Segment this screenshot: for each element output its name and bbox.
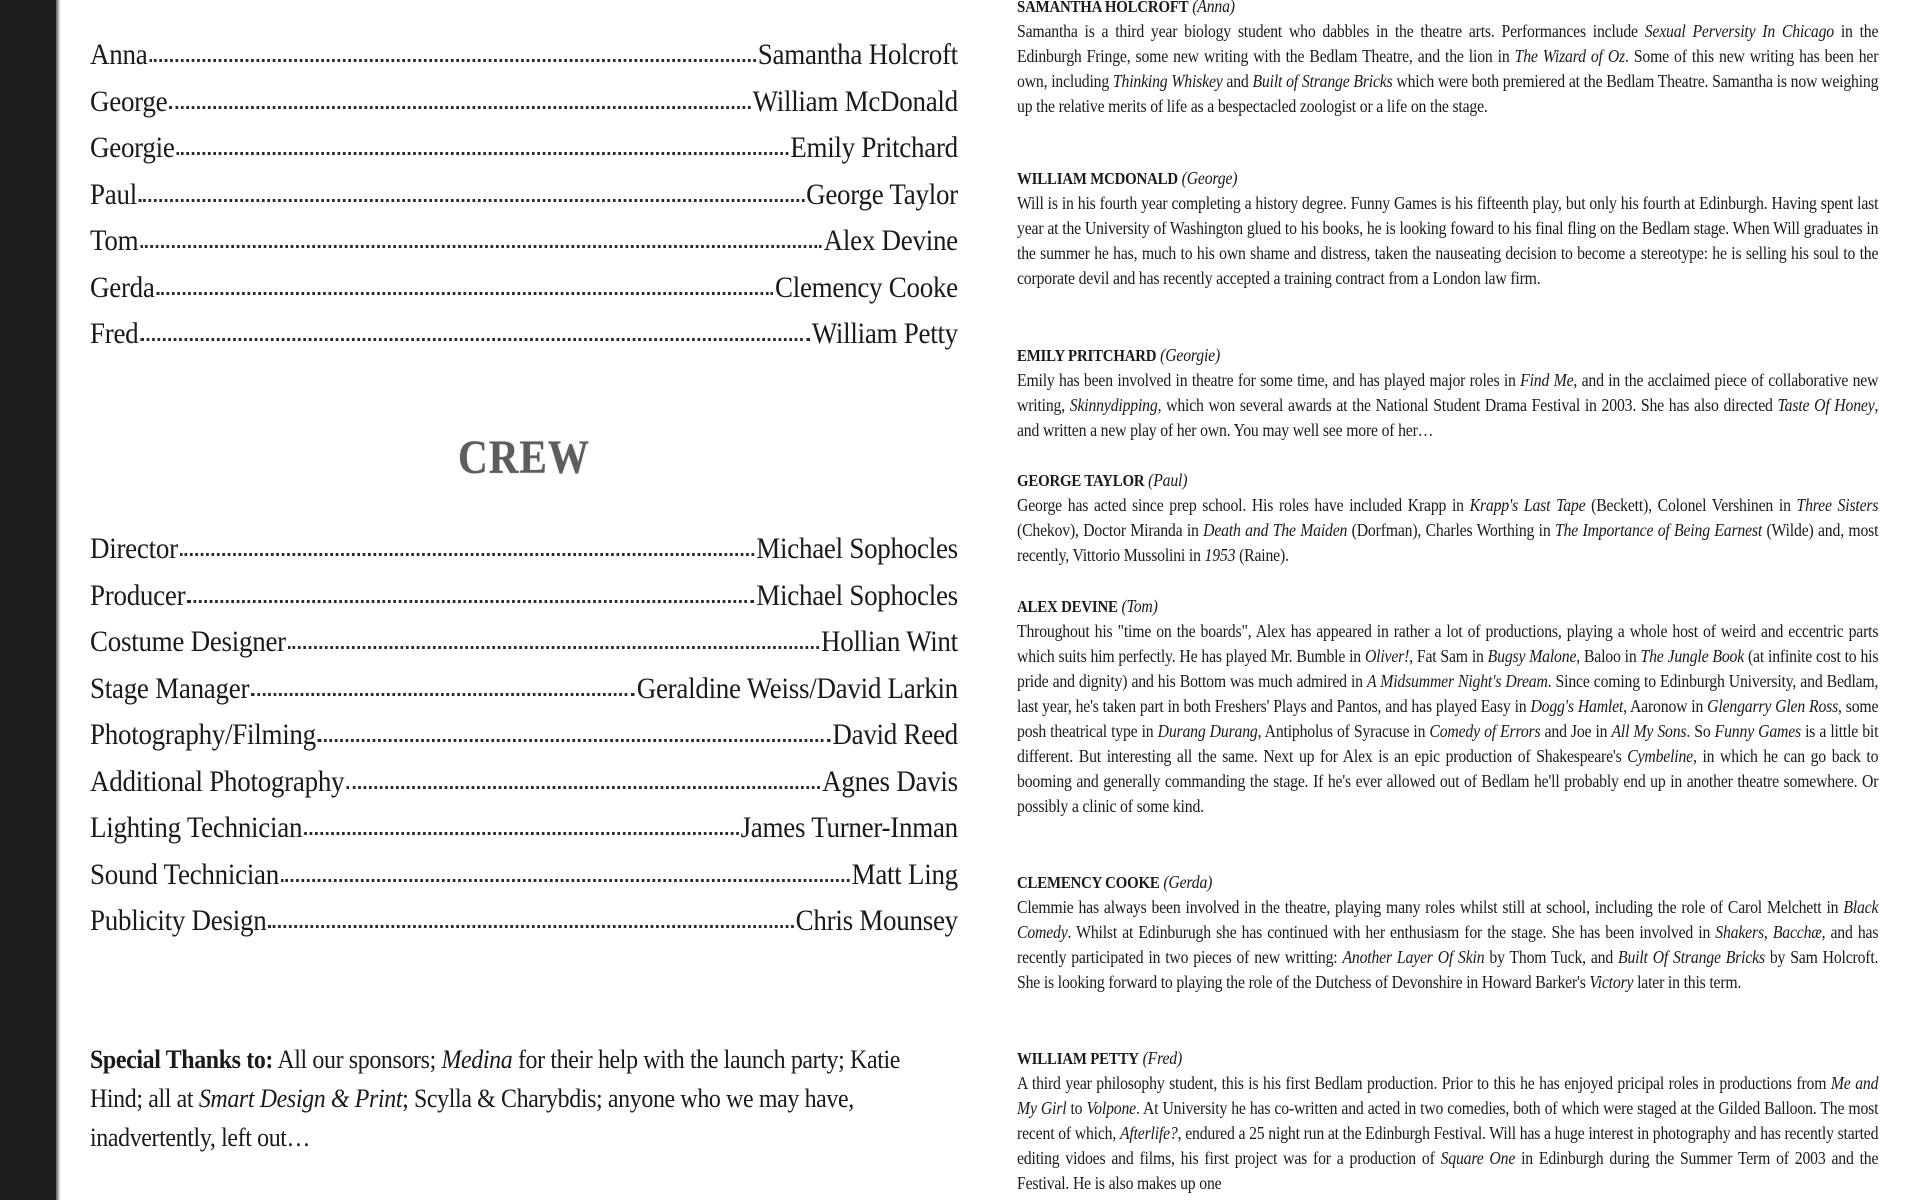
bio-heading: [1017, 594, 1878, 619]
cast-row: [90, 131, 958, 178]
bio-heading: [1017, 166, 1878, 191]
bio-text-run: ,: [1763, 922, 1773, 942]
cast-actor: William McDonald: [752, 84, 958, 118]
bio-title: Me and My Girl: [1017, 1073, 1879, 1118]
dot-leader: [149, 53, 756, 62]
dot-leader: [156, 286, 773, 295]
bio-title: Taste Of Honey: [1777, 395, 1875, 415]
cast-role: Anna: [90, 38, 148, 71]
cast-actor: Alex Devine: [823, 224, 958, 257]
cast-crew-column: [90, 0, 958, 1200]
special-thanks-label: Special Thanks to:: [90, 1045, 274, 1074]
crew-person: Geraldine Weiss/David Larkin: [636, 671, 958, 705]
crew-list: [90, 532, 958, 951]
crew-row: [90, 718, 958, 765]
crew-row: [90, 625, 958, 672]
bio-title: Comedy of Errors: [1429, 721, 1541, 741]
crew-person: Chris Mounsey: [795, 904, 958, 937]
dot-leader: [187, 594, 754, 603]
bio-text-run: , and in the acclaimed piece of collaborative new writing,: [1017, 370, 1879, 415]
bio-text-run: (at infinite cost to his pride and dignity) and his Bottom was much admired in: [1017, 646, 1879, 691]
crew-role: Publicity Design: [90, 904, 267, 937]
cast-row: [90, 317, 958, 364]
bio-title: Krapp's Last Tape: [1469, 495, 1586, 515]
cast-actor: George Taylor: [806, 177, 958, 211]
bio-text-run: (Dorfman), Charles Worthing in: [1347, 520, 1555, 540]
bio-text-run: Clemmie has always been involved in the theatre, playing many roles whilst still at school, including the role of Carol Melchett in: [1017, 897, 1844, 917]
crew-row: [90, 904, 958, 951]
crew-row: [90, 765, 958, 812]
bio-text-run: and: [1222, 71, 1253, 91]
crew-role: Director: [90, 532, 178, 565]
thanks-text-1: All our sponsors;: [273, 1045, 442, 1074]
bio-name: CLEMENCY COOKE: [1017, 873, 1160, 892]
bio-part: (Gerda): [1163, 872, 1213, 892]
bio-name: GEORGE TAYLOR: [1017, 471, 1145, 490]
bio-title: The Wizard of Oz: [1514, 46, 1625, 66]
thanks-text-3: ; Scylla & Charybdis; anyone who we may have, inadvertently, left out…: [90, 1084, 854, 1152]
bio-title: 1953: [1204, 545, 1236, 565]
bio-title: A Midsummer Night's Dream: [1367, 671, 1548, 691]
crew-person: David Reed: [832, 718, 958, 751]
bio-text-run: and Joe in: [1540, 721, 1612, 741]
bio-text-run: . Since coming to Edinburgh University, and Bedlam, last year, he's taken part in both Freshers' Plays and Pantos, and has played Easy in: [1017, 671, 1879, 716]
bio-title: Built of Strange Bricks: [1252, 71, 1393, 91]
bio-text-run: . So: [1686, 721, 1715, 741]
crew-row: [90, 811, 958, 858]
bio-title: Bugsy Malone: [1487, 646, 1577, 666]
cast-role: George: [90, 84, 168, 118]
thanks-text-2: for their help with the launch party; Katie Hind; all at: [90, 1045, 901, 1113]
bio-heading: [1017, 1046, 1878, 1071]
biographies-column: [1017, 0, 1882, 1200]
crew-role: Sound Technician: [90, 857, 280, 891]
bio-title: Find Me: [1520, 370, 1574, 390]
bio-title: Durang Durang: [1157, 721, 1258, 741]
bio-name: SAMANTHA HOLCROFT: [1017, 0, 1189, 16]
crew-person: Hollian Wint: [820, 625, 958, 658]
bio-title: Black Comedy: [1017, 897, 1879, 942]
cast-role: Gerda: [90, 270, 155, 304]
bio-part: (Georgie): [1160, 345, 1221, 365]
dot-leader: [140, 332, 810, 341]
bio-text-run: George has acted since prep school. His roles have included Krapp in: [1017, 495, 1470, 515]
cast-row: [90, 271, 958, 318]
cast-row: [90, 178, 958, 225]
cast-list: [90, 38, 958, 364]
bio-part: (Anna): [1192, 0, 1235, 16]
crew-row: [90, 579, 958, 626]
bio-title: Square One: [1440, 1148, 1516, 1168]
bio-name: EMILY PRITCHARD: [1017, 346, 1157, 365]
bio-title: Funny Games: [1714, 721, 1801, 741]
crew-row: [90, 532, 958, 579]
bio-text: [1017, 493, 1878, 568]
bio-text-run: , Antipholus of Syracuse in: [1257, 721, 1430, 741]
bio-entry: [1017, 468, 1878, 568]
bio-text-run: , which won several awards at the National Student Drama Festival in 2003. She has also directed: [1157, 395, 1778, 415]
bio-text: [1017, 191, 1878, 291]
bio-entry: [1017, 1046, 1878, 1196]
bio-text: [1017, 19, 1878, 119]
crew-person: Matt Ling: [851, 857, 958, 891]
bio-text-run: . At University he has co-written and acted in two comedies, both of which were staged at the Gilded Balloon. The most recent of which,: [1017, 1098, 1879, 1143]
special-thanks: [90, 1040, 958, 1157]
bio-title: Afterlife?: [1119, 1123, 1178, 1143]
dot-leader: [346, 780, 820, 789]
bio-text-run: Throughout his "time on the boards", Alex has appeared in rather a lot of productions, playing a whole host of weird and eccentric parts which suits him perfectly. He has played Mr. Bumble in: [1017, 621, 1879, 666]
cast-actor: Emily Pritchard: [790, 131, 958, 164]
bio-text-run: , Baloo in: [1576, 646, 1641, 666]
bio-title: Dogg's Hamlet: [1530, 696, 1624, 716]
dot-leader: [140, 239, 822, 248]
bio-text-run: , Fat Sam in: [1409, 646, 1488, 666]
bio-title: Bacchæ: [1772, 922, 1822, 942]
bio-title: Three Sisters: [1796, 495, 1879, 515]
bio-name: ALEX DEVINE: [1017, 597, 1118, 616]
cast-actor: Clemency Cooke: [774, 270, 958, 304]
bio-heading: [1017, 343, 1878, 368]
bio-entry: [1017, 594, 1878, 819]
page-edge-shadow: [56, 0, 60, 1200]
bio-title: The Jungle Book: [1640, 646, 1745, 666]
dot-leader: [180, 547, 755, 556]
crew-person: James Turner-Inman: [740, 811, 958, 844]
bio-text-run: , Aaronow in: [1623, 696, 1708, 716]
bio-text-run: Will is in his fourth year completing a history degree. Funny Games is his fifteenth play, but only his fourth at Edinburgh. Having spent last year at the University of Washington glued to his books, he is looking foward to his final fling on the Bedlam stage. When Will graduates in the summer he has, much to his own shame and distress, taken the nauseating decision to become a stereotype: he is selling his soul to the corporate devil and has recently accepted a training contract from a London law firm.: [1017, 193, 1879, 288]
bio-text-run: Samantha is a third year biology student who dabbles in the theatre arts. Performances include: [1017, 21, 1645, 41]
bio-text-run: (Beckett), Colonel Vershinen in: [1585, 495, 1797, 515]
cast-row: [90, 85, 958, 132]
bio-text-run: , and written a new play of her own. You may well see more of her…: [1017, 395, 1879, 440]
cast-actor: William Petty: [811, 317, 958, 350]
bio-text-run: which were both premiered at the Bedlam Theatre. Samantha is now weighing up the relative merits of life as a bespectacled zoologist or a life on the stage.: [1017, 71, 1879, 116]
bio-entry: [1017, 166, 1878, 291]
bio-text-run: , endured a 25 night run at the Edinburgh Festival. Will has a huge interest in photography and has recently started editing vidoes and films, his first project was for a production of: [1017, 1123, 1879, 1168]
bio-title: Death and The Maiden: [1203, 520, 1348, 540]
bio-heading: [1017, 0, 1878, 19]
bio-text-run: Emily has been involved in theatre for some time, and has played major roles in: [1017, 370, 1521, 390]
page-edge-bar: [0, 0, 56, 1200]
dot-leader: [288, 640, 819, 649]
bio-title: The Importance of Being Earnest: [1554, 520, 1763, 540]
crew-person: Michael Sophocles: [756, 532, 958, 565]
bio-title: Glengarry Glen Ross: [1707, 696, 1839, 716]
bio-heading: [1017, 870, 1878, 895]
bio-name: WILLIAM MCDONALD: [1017, 169, 1178, 188]
bio-title: Thinking Whiskey: [1112, 71, 1223, 91]
crew-role: Stage Manager: [90, 671, 250, 705]
crew-person: Agnes Davis: [822, 764, 958, 798]
bio-title: Victory: [1589, 972, 1634, 992]
bio-text-run: A third year philosophy student, this is his first Bedlam production. Prior to this he has enjoyed pricipal roles in productions from: [1017, 1073, 1831, 1093]
bio-name: WILLIAM PETTY: [1017, 1049, 1139, 1068]
bio-title: Built Of Strange Bricks: [1618, 947, 1765, 967]
bio-text-run: . Whilst at Edinburugh she has continued with her enthusiasm for the stage. She has been involved in: [1067, 922, 1716, 942]
bio-text-run: , some posh theatrical type in: [1017, 696, 1879, 741]
cast-role: Tom: [90, 224, 139, 257]
bio-part: (George): [1181, 168, 1238, 188]
thanks-medina: Medina: [441, 1045, 513, 1074]
dot-leader: [268, 919, 794, 928]
bio-text-run: (Wilde) and, most recently, Vittorio Mussolini in: [1017, 520, 1879, 565]
bio-title: Volpone: [1086, 1098, 1136, 1118]
bio-text: [1017, 1071, 1878, 1196]
bio-part: (Paul): [1148, 470, 1188, 490]
crew-role: Additional Photography: [90, 764, 345, 798]
bio-text-run: later in this term.: [1633, 972, 1742, 992]
bio-text-run: . Some of this new writing has been her own, including: [1017, 46, 1879, 91]
dot-leader: [251, 687, 635, 696]
bio-part: (Tom): [1121, 596, 1158, 616]
dot-leader: [139, 193, 805, 202]
bio-text-run: in Edinburgh during the Summer Term of 2003 and the Festival. He is also makes up one: [1017, 1148, 1879, 1193]
crew-heading: CREW: [458, 431, 590, 484]
cast-role: Fred: [90, 317, 139, 350]
bio-text-run: , and has recently participated in two pieces of new writting:: [1017, 922, 1879, 967]
cast-row: [90, 38, 958, 85]
bio-title: Another Layer Of Skin: [1342, 947, 1485, 967]
cast-row: [90, 224, 958, 271]
bio-title: Oliver!: [1364, 646, 1410, 666]
dot-leader: [281, 873, 850, 882]
bio-title: All My Sons: [1611, 721, 1687, 741]
bio-text: [1017, 368, 1878, 443]
cast-actor: Samantha Holcroft: [757, 38, 958, 71]
bio-heading: [1017, 468, 1878, 493]
crew-role: Photography/Filming: [90, 718, 316, 751]
bio-text: [1017, 895, 1878, 995]
dot-leader: [318, 733, 831, 742]
bio-entry: [1017, 0, 1878, 119]
cast-role: Paul: [90, 177, 137, 211]
crew-role: Lighting Technician: [90, 811, 303, 844]
bio-text-run: to: [1066, 1098, 1087, 1118]
bio-title: Sexual Perversity In Chicago: [1644, 21, 1834, 41]
bio-text-run: by Thom Tuck, and: [1484, 947, 1619, 967]
dot-leader: [176, 146, 788, 155]
bio-text-run: by Sam Holcroft. She is looking forward to playing the role of the Dutchess of Devonshire in Howard Barker's: [1017, 947, 1879, 992]
crew-row: [90, 672, 958, 719]
dot-leader: [304, 826, 739, 835]
bio-entry: [1017, 343, 1878, 443]
crew-role: Costume Designer: [90, 625, 286, 658]
thanks-smart-design: Smart Design & Print: [198, 1084, 403, 1113]
bio-text-run: (Chekov), Doctor Miranda in: [1017, 520, 1204, 540]
bio-text-run: , in which he can go back to booming and generally commanding the stage. If he's ever allowed out of Bedlam he'll probably end up in another theatre somewhere. Or possibly a clinic of some kind.: [1017, 746, 1879, 816]
crew-person: Michael Sophocles: [756, 578, 958, 612]
bio-text: [1017, 619, 1878, 819]
crew-row: [90, 858, 958, 905]
bio-text-run: (Raine).: [1235, 545, 1289, 565]
dot-leader: [169, 100, 751, 109]
bio-title: Cymbeline: [1627, 746, 1693, 766]
bio-text-run: is a little bit different. But interesting all the same. Next up for Alex is an epic production of Shakespeare's: [1017, 721, 1879, 766]
bio-title: Shakers: [1715, 922, 1764, 942]
cast-role: Georgie: [90, 131, 175, 164]
crew-role: Producer: [90, 578, 186, 612]
bio-entry: [1017, 870, 1878, 995]
bio-part: (Fred): [1142, 1048, 1183, 1068]
bio-title: Skinnydipping: [1069, 395, 1158, 415]
bio-text-run: in the Edinburgh Fringe, some new writing with the Bedlam Theatre, and the lion in: [1017, 21, 1879, 66]
